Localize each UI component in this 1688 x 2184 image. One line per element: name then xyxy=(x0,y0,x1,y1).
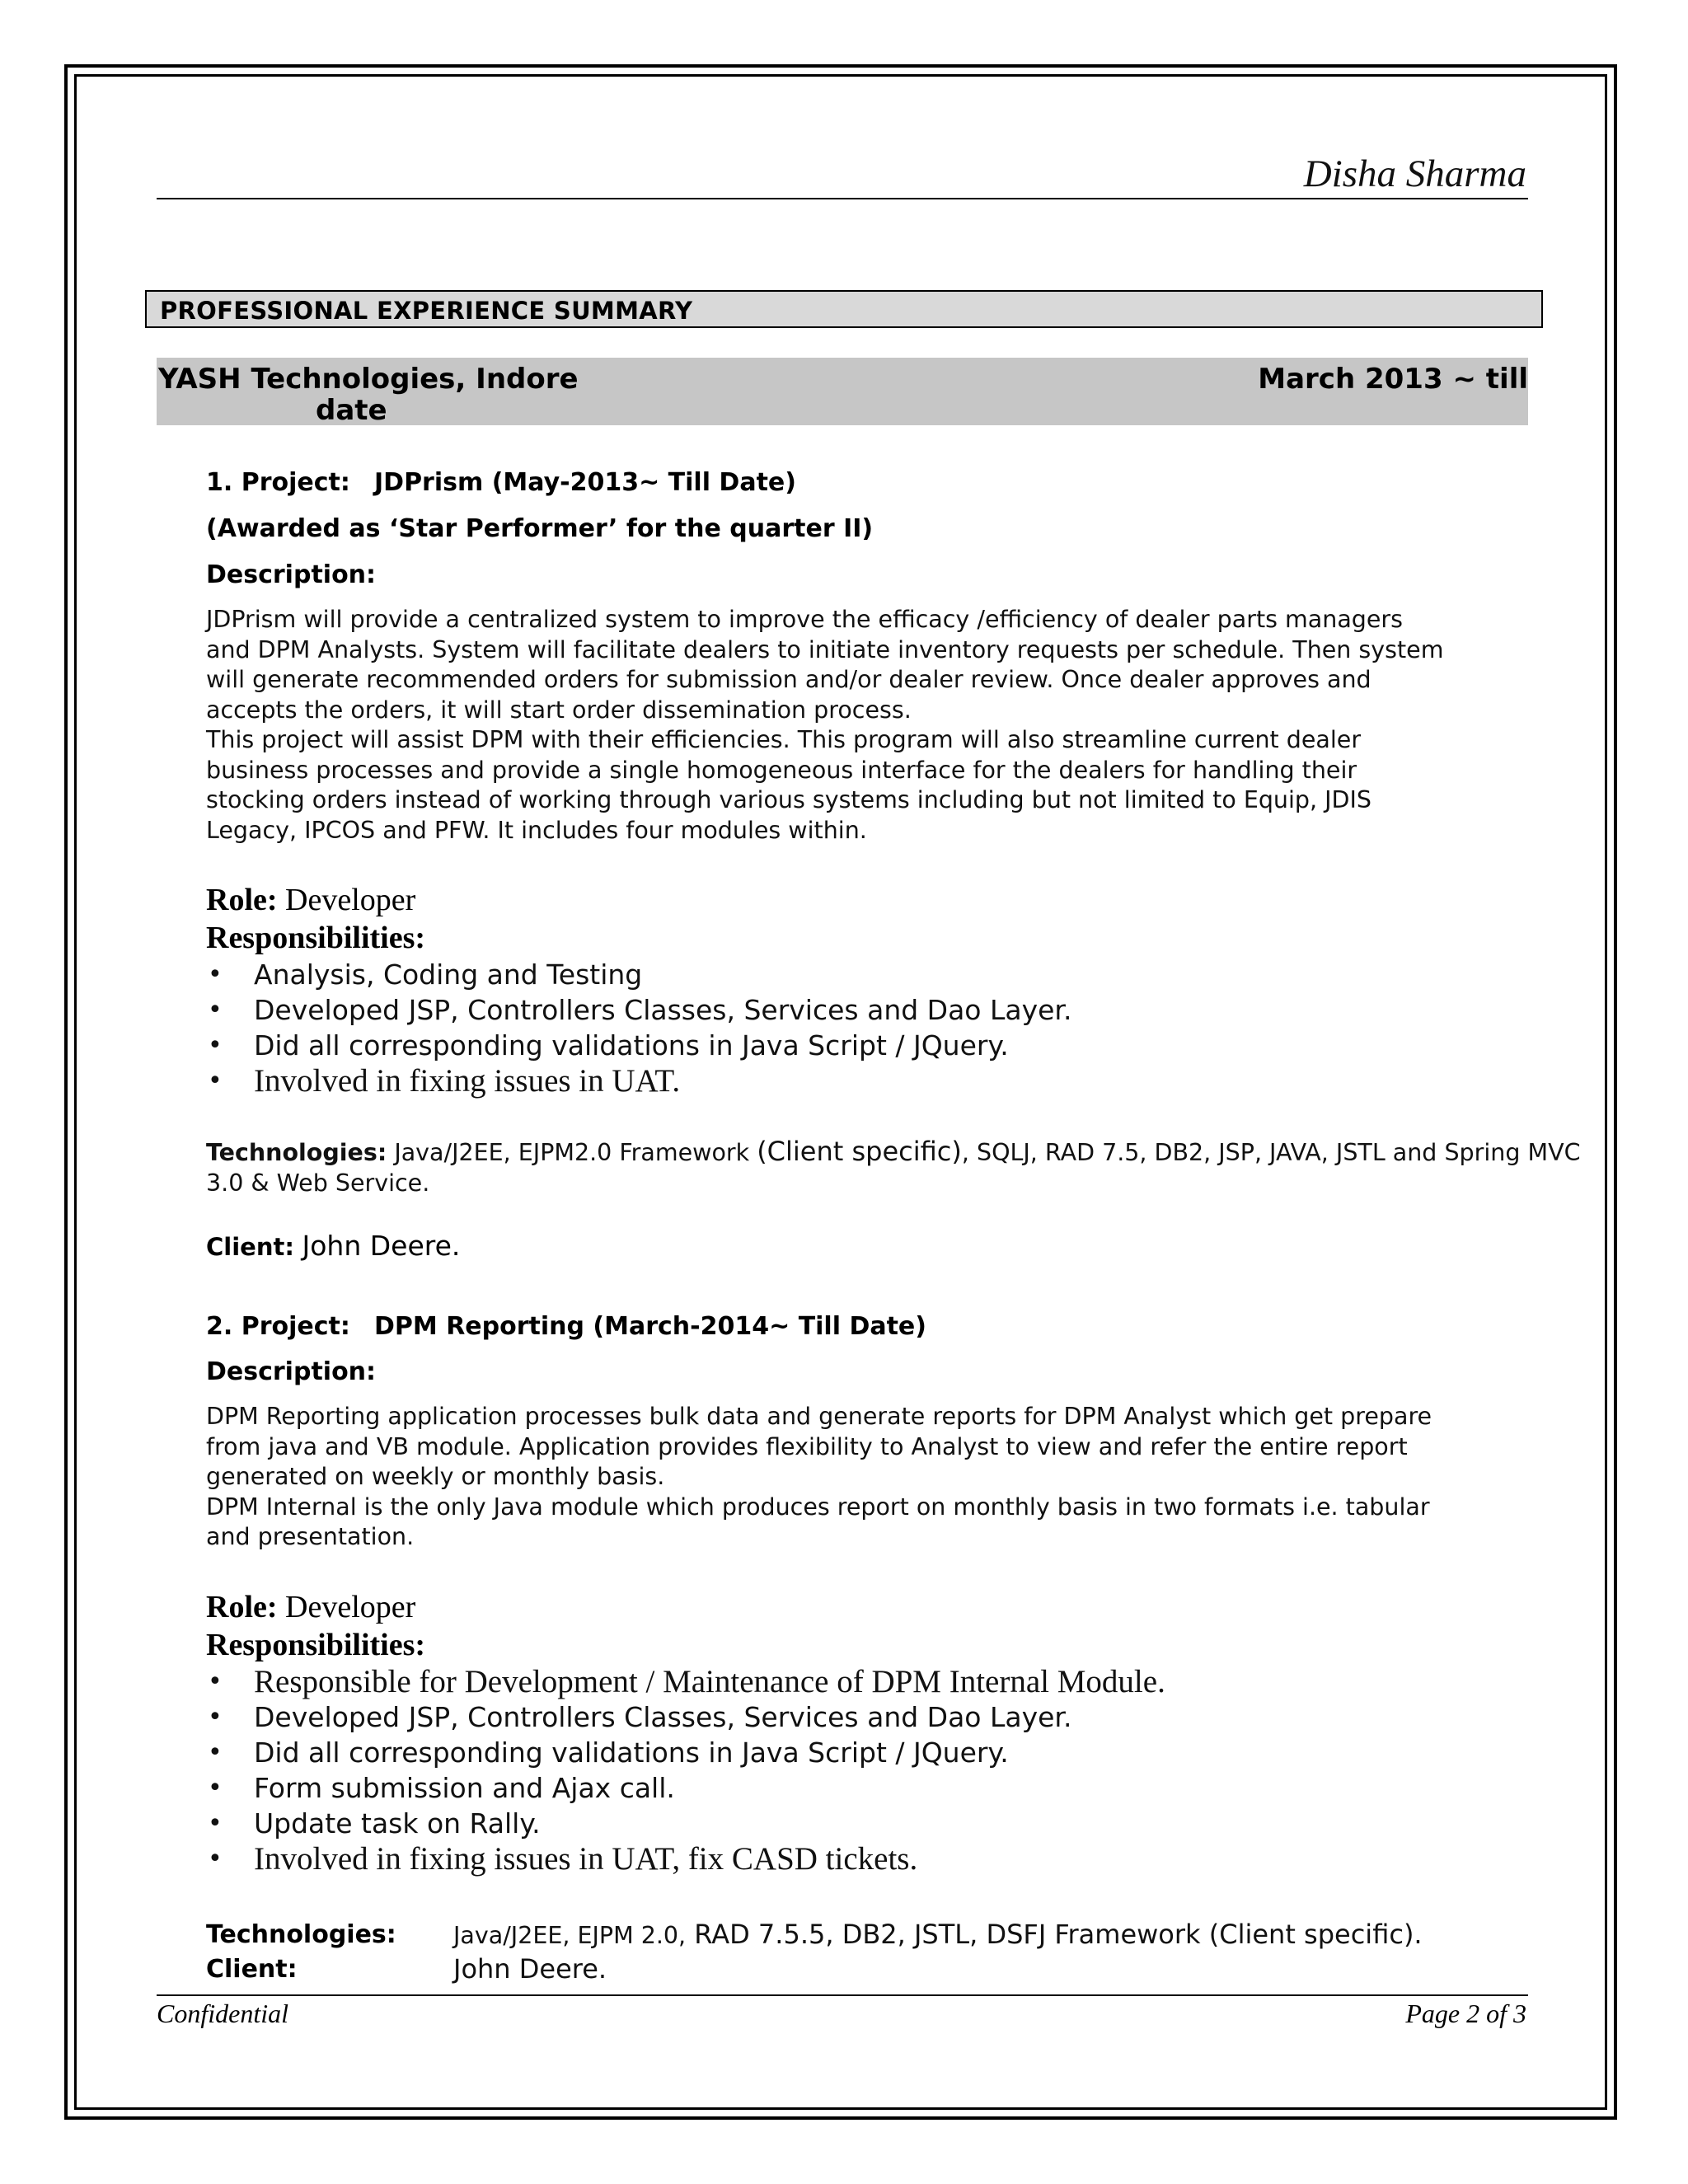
project-2-responsibilities xyxy=(206,1664,1165,1877)
technologies-label: Technologies: xyxy=(206,1139,387,1166)
project-1-name: JDPrism (May-2013~ Till Date) xyxy=(374,468,796,497)
description-line: JDPrism will provide a centralized system to improve the efficacy /efficiency of dealer parts managers xyxy=(206,606,1403,633)
project-2-title xyxy=(206,1312,926,1341)
project-2-responsibilities-label: Responsibilities: xyxy=(206,1628,426,1662)
description-line: DPM Reporting application processes bulk data and generate reports for DPM Analyst which get prepare xyxy=(206,1403,1432,1430)
description-line: Legacy, IPCOS and PFW. It includes four modules within. xyxy=(206,816,867,844)
project-2-technologies-value xyxy=(453,1919,1423,1950)
project-1-technologies xyxy=(206,1137,1582,1198)
description-line: will generate recommended orders for submission and/or dealer review. Once dealer approves and xyxy=(206,666,1372,693)
role-value: Developer xyxy=(285,1590,416,1624)
header-name: Disha Sharma xyxy=(1303,152,1526,195)
description-line: accepts the orders, it will start order dissemination process. xyxy=(206,696,912,724)
responsibility-item: • Form submission and Ajax call. xyxy=(206,1770,1165,1806)
technologies-value: , SQLJ, RAD 7.5, DB2, JSP, JAVA, JSTL and Spring MVC 3.0 & Web Service. xyxy=(206,1139,1581,1197)
responsibility-item: • Analysis, Coding and Testing xyxy=(206,957,1071,992)
description-line: and DPM Analysts. System will facilitate dealers to initiate inventory requests per schedule. Then system xyxy=(206,635,1444,663)
project-1-description xyxy=(206,605,1550,846)
client-label: Client: xyxy=(206,1233,294,1261)
technologies-value: RAD 7.5.5, DB2, JSTL, DSFJ Framework (Client specific). xyxy=(694,1919,1423,1950)
project-1-responsibilities xyxy=(206,957,1071,1099)
company-name: YASH Technologies, Indore xyxy=(158,363,579,396)
technologies-value: Java/J2EE, EJPM2.0 Framework xyxy=(394,1139,750,1166)
project-1-responsibilities-label: Responsibilities: xyxy=(206,921,426,955)
section-header xyxy=(145,290,1543,328)
project-1-client xyxy=(206,1230,460,1262)
responsibility-item: • Update task on Rally. xyxy=(206,1806,1165,1841)
footer-confidential: Confidential xyxy=(157,1999,288,2028)
description-line: This project will assist DPM with their efficiencies. This program will also streamline current dealer xyxy=(206,726,1362,753)
technologies-value: Java/J2EE, EJPM 2.0, xyxy=(453,1922,687,1949)
project-2-description-label: Description: xyxy=(206,1357,377,1386)
description-line: generated on weekly or monthly basis. xyxy=(206,1463,665,1490)
project-1-role xyxy=(206,882,415,918)
responsibility-item: • Developed JSP, Controllers Classes, Services and Dao Layer. xyxy=(206,1699,1165,1735)
technologies-value: (Client specific) xyxy=(757,1136,962,1167)
company-date-continued: date xyxy=(316,394,387,427)
responsibility-item: • Did all corresponding validations in Java Script / JQuery. xyxy=(206,1735,1165,1770)
project-2-name: DPM Reporting (March-2014~ Till Date) xyxy=(374,1312,926,1341)
project-1-title xyxy=(206,468,796,497)
role-label: Role: xyxy=(206,1590,278,1624)
responsibility-item: • Involved in fixing issues in UAT, fix CASD tickets. xyxy=(206,1841,1165,1877)
description-line: business processes and provide a single homogeneous interface for the dealers for handling their xyxy=(206,756,1357,784)
project-2-client-value: John Deere. xyxy=(453,1953,607,1985)
role-label: Role: xyxy=(206,883,278,917)
footer-page-number: Page 2 of 3 xyxy=(1405,1999,1526,2028)
client-value: John Deere. xyxy=(302,1230,461,1262)
company-date: March 2013 ~ till xyxy=(1258,363,1528,396)
responsibility-item: • Involved in fixing issues in UAT. xyxy=(206,1063,1071,1099)
header-rule xyxy=(157,198,1528,199)
responsibility-item: • Responsible for Development / Maintenance of DPM Internal Module. xyxy=(206,1664,1165,1699)
description-line: from java and VB module. Application provides flexibility to Analyst to view and refer the entire report xyxy=(206,1432,1408,1460)
description-line: and presentation. xyxy=(206,1523,415,1550)
company-bar xyxy=(157,358,1528,425)
footer-rule xyxy=(157,1994,1528,1996)
project-1-number: 1. Project: xyxy=(206,468,350,497)
responsibility-item: • Developed JSP, Controllers Classes, Services and Dao Layer. xyxy=(206,992,1071,1028)
description-line: stocking orders instead of working through various systems including but not limited to Equip, JDIS xyxy=(206,786,1372,813)
section-title: PROFESSIONAL EXPERIENCE SUMMARY xyxy=(160,297,693,325)
responsibility-item: • Did all corresponding validations in Java Script / JQuery. xyxy=(206,1028,1071,1063)
project-2-technologies-label: Technologies: xyxy=(206,1920,396,1949)
project-2-number: 2. Project: xyxy=(206,1312,350,1341)
description-line: DPM Internal is the only Java module which produces report on monthly basis in two formats i.e. tabular xyxy=(206,1493,1430,1521)
project-2-client-label: Client: xyxy=(206,1955,298,1984)
project-2-role xyxy=(206,1589,415,1625)
role-value: Developer xyxy=(285,883,416,917)
project-2-description xyxy=(206,1402,1550,1553)
project-1-description-label: Description: xyxy=(206,560,377,589)
project-1-award: (Awarded as ‘Star Performer’ for the quarter II) xyxy=(206,514,874,543)
